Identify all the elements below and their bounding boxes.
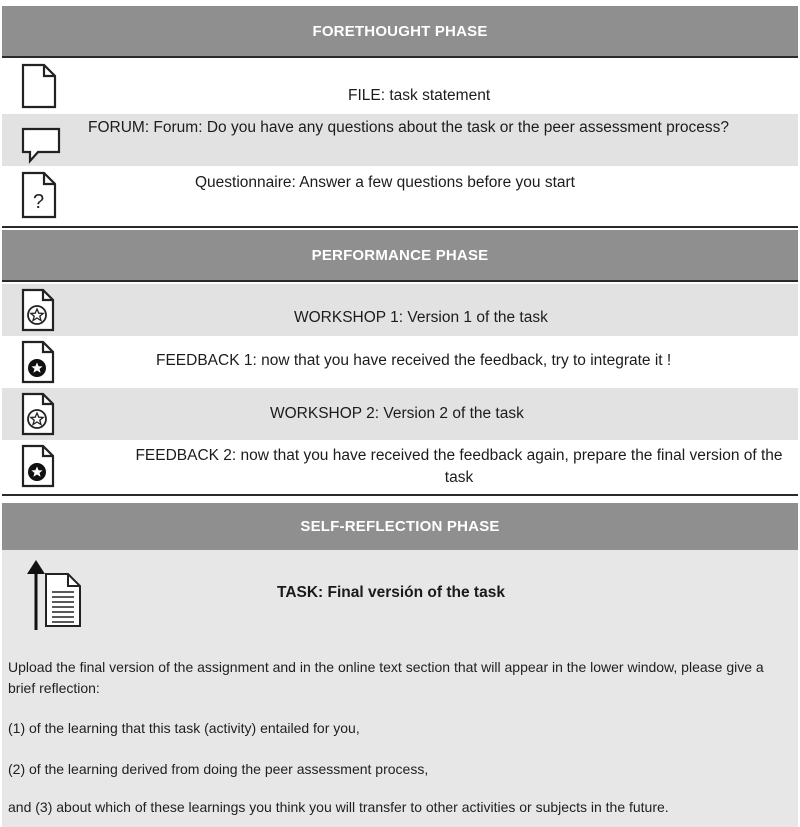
- workshop-2-link[interactable]: WORKSHOP 2: Version 2 of the task: [270, 405, 524, 422]
- performance-phase-header: [2, 230, 798, 280]
- feedback-2-link[interactable]: FEEDBACK 2: now that you have received the feedback again, prepare the final version of the task: [135, 447, 783, 486]
- feedback-star-icon: [20, 443, 56, 489]
- divider: [2, 494, 798, 496]
- reflection-point-3: and (3) about which of these learnings you think you will transfer to other activities or subjects in the future.: [8, 799, 669, 815]
- workshop-star-icon: [20, 391, 56, 437]
- upload-document-icon[interactable]: [20, 558, 84, 632]
- forum-link[interactable]: FORUM: Forum: Do you have any questions about the task or the peer assessment process?: [88, 119, 729, 136]
- list-item-feedback-2[interactable]: [2, 440, 798, 492]
- list-item-workshop-1[interactable]: [2, 284, 798, 336]
- final-task-title[interactable]: TASK: Final versión of the task: [277, 584, 505, 601]
- instructions-text: Upload the final version of the assignment and in the online text section that will appear in the lower window, please give a brief reflection:: [8, 659, 764, 696]
- file-icon: [20, 62, 58, 110]
- svg-text:?: ?: [33, 191, 45, 213]
- forethought-phase-header: [2, 6, 798, 56]
- speech-bubble-icon: [20, 126, 62, 164]
- divider: [2, 226, 798, 228]
- file-link[interactable]: FILE: task statement: [348, 87, 491, 104]
- self-reflection-phase-header: [2, 503, 798, 550]
- list-item-feedback-1[interactable]: [2, 336, 798, 388]
- list-item-workshop-2[interactable]: [2, 388, 798, 440]
- performance-phase-title: PERFORMANCE PHASE: [311, 246, 489, 264]
- list-item-file[interactable]: [2, 58, 798, 114]
- workshop-1-link[interactable]: WORKSHOP 1: Version 1 of the task: [294, 309, 548, 326]
- workshop-star-icon: [20, 287, 56, 333]
- forethought-phase-title: FORETHOUGHT PHASE: [312, 22, 488, 40]
- feedback-star-icon: [20, 339, 56, 385]
- reflection-point-2: (2) of the learning derived from doing the peer assessment process,: [8, 761, 429, 777]
- list-item-questionnaire[interactable]: [2, 166, 798, 224]
- feedback-1-link[interactable]: FEEDBACK 1: now that you have received the feedback, try to integrate it !: [156, 352, 672, 369]
- reflection-point-1: (1) of the learning that this task (activity) entailed for you,: [8, 720, 360, 736]
- divider: [2, 280, 798, 282]
- questionnaire-link[interactable]: Questionnaire: Answer a few questions before you start: [195, 174, 575, 191]
- question-file-icon: [20, 170, 58, 220]
- self-reflection-phase-title: SELF-REFLECTION PHASE: [300, 518, 500, 535]
- list-item-forum[interactable]: [2, 114, 798, 166]
